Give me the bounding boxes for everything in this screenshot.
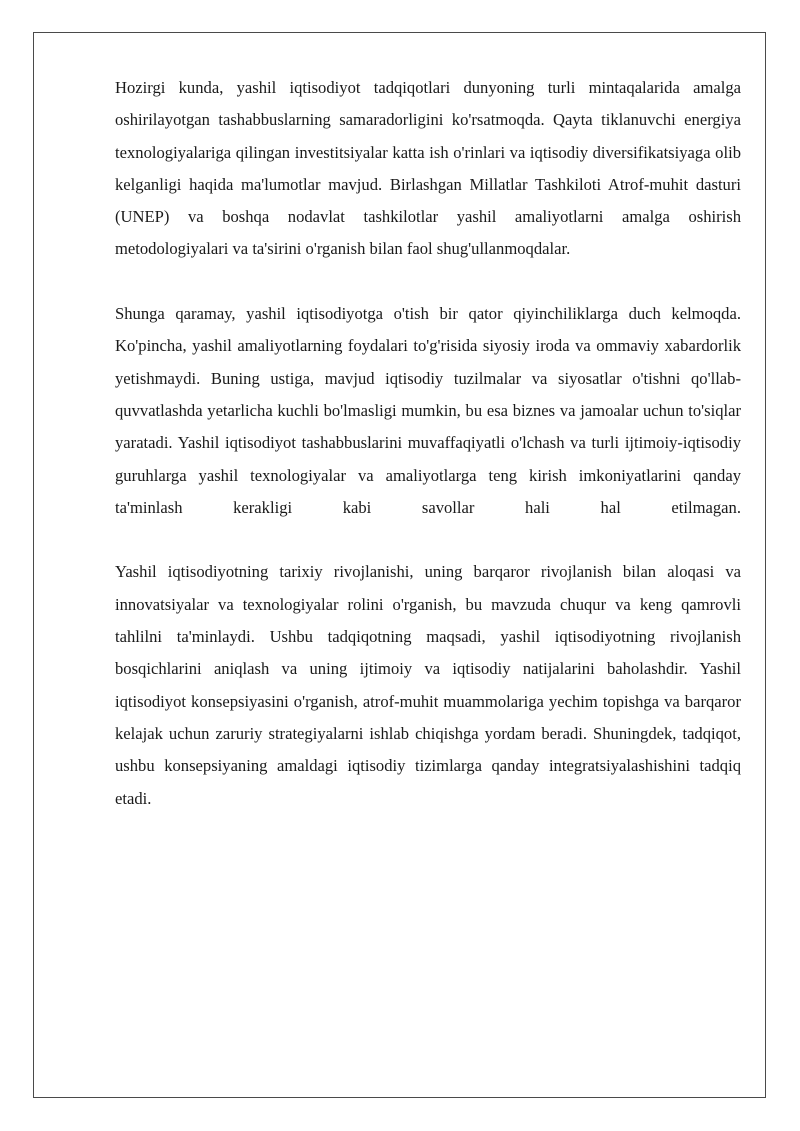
paragraph-2 xyxy=(115,298,741,524)
paragraph-2-text: Shunga qaramay, yashil iqtisodiyotga o'tish bir qator qiyinchiliklarga duch kelmoqda. Ko'pincha, yashil amaliyotlarning foydalari to'g'risida siyosiy iroda va ommaviy xabardorlik yetishmaydi. Buning ustiga, mavjud iqtisodiy tuzilmalar va siyosatlar o'tishni qo'llab-quvvatlashda yetarlicha kuchli bo'lmasligi mumkin, bu esa biznes va jamoalar uchun to'siqlar yaratadi. Yashil iqtisodiyot tashabbuslarini muvaffaqiyatli o'lchash va turli ijtimoiy-iqtisodiy guruhlarga yashil texnologiyalar va amaliyotlarga teng kirish imkoniyatlarini qanday ta'minlash kerakligi kabi savollar hali hal etilmagan. xyxy=(115,304,741,517)
paragraph-3: Yashil iqtisodiyotning tarixiy rivojlanishi, uning barqaror rivojlanish bilan aloqasi va innovatsiyalar va texnologiyalar rolini o'rganish, bu mavzuda chuqur va keng qamrovli tahlilni ta'minlaydi. Ushbu tadqiqotning maqsadi, yashil iqtisodiyotning rivojlanish bosqichlarini aniqlash va uning ijtimoiy va iqtisodiy natijalarini baholashdir. Yashil iqtisodiyot konsepsiyasini o'rganish, atrof-muhit muammolariga yechim topishga va barqaror kelajak uchun zaruriy strategiyalarni ishlab chiqishga yordam beradi. Shuningdek, tadqiqot, ushbu konsepsiyaning amaldagi iqtisodiy tizimlarga qanday integratsiyalashishini tadqiq etadi. xyxy=(115,562,741,808)
paragraph-1: Hozirgi kunda, yashil iqtisodiyot tadqiqotlari dunyoning turli mintaqalarida amalga oshirilayotgan tashabbuslarning samaradorligini ko'rsatmoqda. Qayta tiklanuvchi energiya texnologiyalariga qilingan investitsiyalar katta ish o'rinlari va iqtisodiy diversifikatsiyaga olib kelganligi haqida ma'lumotlar mavjud. Birlashgan Millatlar Tashkiloti Atrof-muhit dasturi (UNEP) va boshqa nodavlat tashkilotlar yashil amaliyotlarni amalga oshirish metodologiyalari va ta'sirini o'rganish bilan faol shug'ullanmoqdalar. xyxy=(115,78,741,259)
document-body xyxy=(115,72,741,847)
